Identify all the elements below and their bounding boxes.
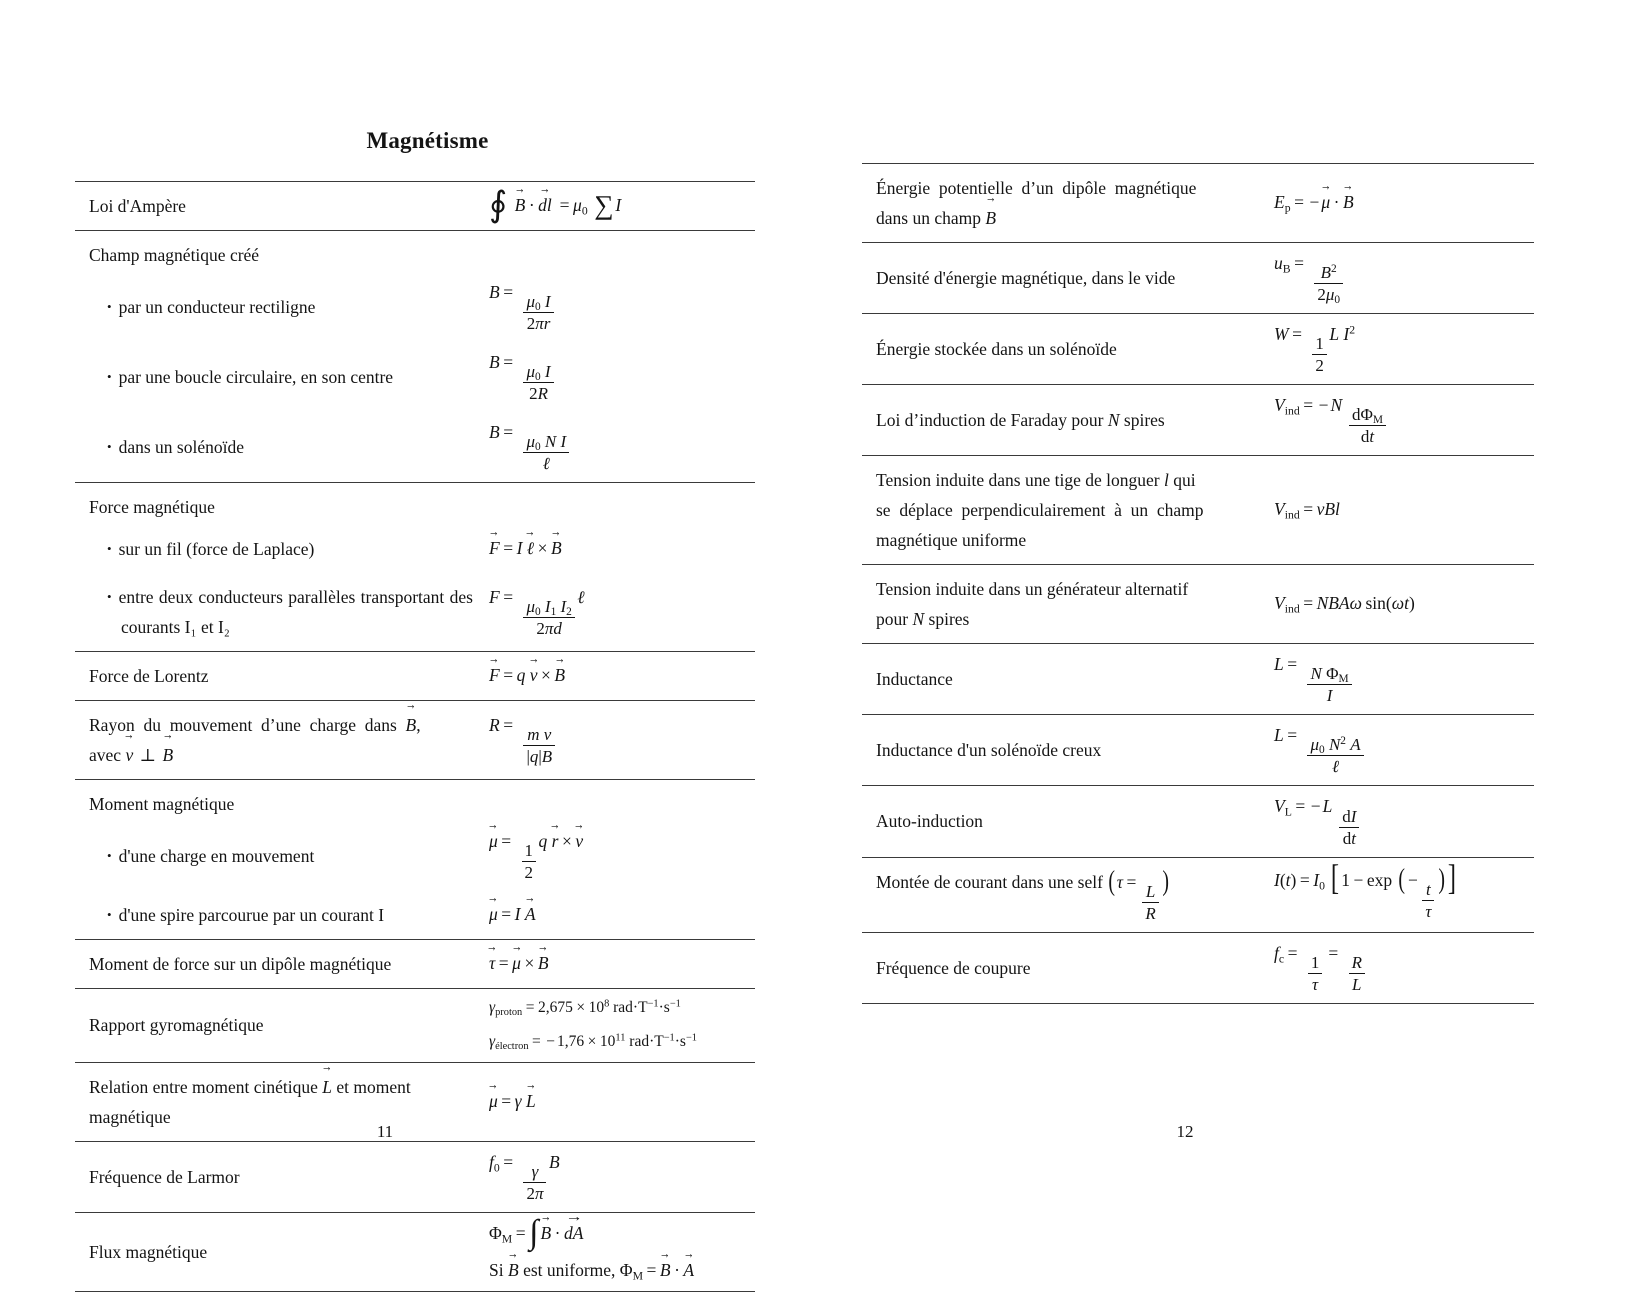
row-label: Fréquence de Larmor: [75, 1141, 475, 1212]
row-label: Flux magnétique: [75, 1212, 475, 1291]
table-row: [75, 182, 755, 231]
row-label: Moment magnétique: [89, 794, 235, 815]
row-formula: $E_p$ = − μ → · B →: [1260, 164, 1534, 243]
page-title: Magnétisme: [366, 128, 489, 153]
row-formula: μ → = $\frac{1}{2}$ q r → × v →: [475, 821, 755, 890]
table-row: [862, 857, 1534, 932]
row-label: Tension induite dans une tige de longuer l qui se déplace perpendiculairement à un champ magnétique uniforme: [862, 455, 1260, 564]
table-row: [862, 715, 1534, 786]
table-row: [862, 786, 1534, 857]
table-row: [75, 1212, 755, 1291]
table-row: [862, 243, 1534, 314]
row-sublabel: • entre deux conducteurs parallèles transportant des courants I₁ et I₂: [75, 573, 475, 652]
row-sublabel: • par un conducteur rectiligne: [75, 272, 475, 342]
row-formula: L = $\frac{\mu_0 N^2 A}{\text{ℓ}}$: [1260, 715, 1534, 786]
row-formula: μ → = γ L →: [475, 1062, 755, 1141]
row-formula: $V_{ind}$ = vBl: [1260, 455, 1534, 564]
row-label: Loi d'Ampère: [75, 182, 475, 231]
row-formula: R = $\frac{\text{m v}}{|q|B}$: [475, 700, 755, 779]
row-sublabel: • sur un fil (force de Laplace): [75, 525, 475, 573]
row-label: Force de Lorentz: [75, 651, 475, 700]
row-formula: $f_c$ = $\frac{1}{\tau}$ = $\frac{R}{L}$: [1260, 932, 1534, 1003]
table-row: [75, 651, 755, 700]
row-label: Force magnétique: [89, 497, 215, 518]
row-label: Relation entre moment cinétique L → et moment magnétique: [75, 1062, 475, 1141]
row-label: Montée de courant dans une self (τ = $\frac{L}{R}$ ): [862, 857, 1260, 932]
row-label: Inductance: [862, 644, 1260, 715]
right-column: [825, 0, 1650, 1275]
row-formula: B = $\frac{\mu_0 I}{2\pi r}$: [475, 272, 755, 342]
table-row: [862, 455, 1534, 564]
row-label: Énergie stockée dans un solénoïde: [862, 314, 1260, 384]
table-row: [862, 384, 1534, 455]
table-row: [75, 821, 755, 890]
row-label: Auto-induction: [862, 786, 1260, 857]
row-formula: ∮ B → · dl → = $\mu_0$ ∑ I: [475, 182, 755, 231]
table-row: [75, 231, 755, 273]
row-label: Champ magnétique créé: [89, 245, 260, 266]
table-row: [862, 314, 1534, 384]
row-formula: μ → = I A →: [475, 891, 755, 940]
row-sublabel: • d'une charge en mouvement: [75, 821, 475, 890]
table-row: [862, 644, 1534, 715]
table-row: [75, 483, 755, 525]
row-formula: $\Phi_M$ = ∫ B → · dA → Si B → est uniforme, $\Phi_M = B$ → · A →: [475, 1212, 755, 1291]
table-row: [75, 891, 755, 940]
table-row: [75, 988, 755, 1062]
table-row: [862, 164, 1534, 243]
row-sublabel: • d'une spire parcourue par un courant I: [75, 891, 475, 940]
table-row: [75, 700, 755, 779]
row-formula: $V_{ind}$ = − N $\frac{d\Phi_M}{dt}$: [1260, 384, 1534, 455]
table-row: [862, 565, 1534, 644]
row-formula: B = $\frac{\mu_0 I}{2R}$: [475, 342, 755, 412]
row-label: Tension induite dans un générateur alternatif pour N spires: [862, 565, 1260, 644]
row-label: Loi d’induction de Faraday pour N spires: [862, 384, 1260, 455]
row-label: Inductance d'un solénoïde creux: [862, 715, 1260, 786]
row-label: Énergie potentielle d’un dipôle magnétique dans un champ B →: [862, 164, 1260, 243]
row-label: Moment de force sur un dipôle magnétique: [75, 939, 475, 988]
table-row: [75, 272, 755, 342]
row-sublabel: • dans un solénoïde: [75, 412, 475, 483]
left-column: [0, 0, 825, 1282]
table-row: [75, 780, 755, 822]
magnetism-formula-table-right: [862, 163, 1534, 1004]
table-row: [75, 573, 755, 652]
page-number-left: 11: [376, 1122, 394, 1141]
row-formula: F = $\frac{\mu_0 I_1 I_2}{2\pi d}$ ℓ: [475, 573, 755, 652]
row-formula: $I(t) = I_0$ [ 1 − exp ( − $\frac{t}{\tau}$ )]: [1260, 857, 1534, 932]
page-number-right: 12: [1176, 1122, 1194, 1141]
row-sublabel: • par une boucle circulaire, en son centre: [75, 342, 475, 412]
row-formula: $\gamma_{proton} = 2,675 \times 10^8$ $rad\cdot T^{-1}\cdot s^{-1}$ $\gamma_{électron}$ = − $1,76 \times 10^{11}$ $rad\cdot T^{-1}\cdot s^{-1}$: [475, 988, 755, 1062]
row-formula: $u_B$ = $\frac{B^2}{2\mu_0}$: [1260, 243, 1534, 314]
row-formula: τ → = μ → × B →: [475, 939, 755, 988]
row-label: Densité d'énergie magnétique, dans le vide: [862, 243, 1260, 314]
table-row: [75, 342, 755, 412]
row-formula: F → = q v → × B →: [475, 651, 755, 700]
row-formula: $V_L$ = − L $\frac{dI}{dt}$: [1260, 786, 1534, 857]
table-row: [75, 525, 755, 573]
row-formula: $V_{ind} = NBA\omega$ sin(ωt): [1260, 565, 1534, 644]
row-formula: B = $\frac{\mu_0 N I}{\text{ℓ}}$: [475, 412, 755, 483]
row-label: Fréquence de coupure: [862, 932, 1260, 1003]
row-formula: L = $\frac{N \Phi_M}{I}$: [1260, 644, 1534, 715]
table-row: [862, 932, 1534, 1003]
row-formula: $f_0$ = $\frac{\gamma}{2\pi}$ B: [475, 1141, 755, 1212]
row-label: Rapport gyromagnétique: [75, 988, 475, 1062]
row-formula: W = $\frac{1}{2}$ L $I^2$: [1260, 314, 1534, 384]
table-row: [75, 412, 755, 483]
row-label: Rayon du mouvement d’une charge dans B →, avec v → ⊥ B →: [75, 700, 475, 779]
table-row: [75, 939, 755, 988]
table-row: [75, 1141, 755, 1212]
row-formula: F → = I ℓ → × B →: [475, 525, 755, 573]
